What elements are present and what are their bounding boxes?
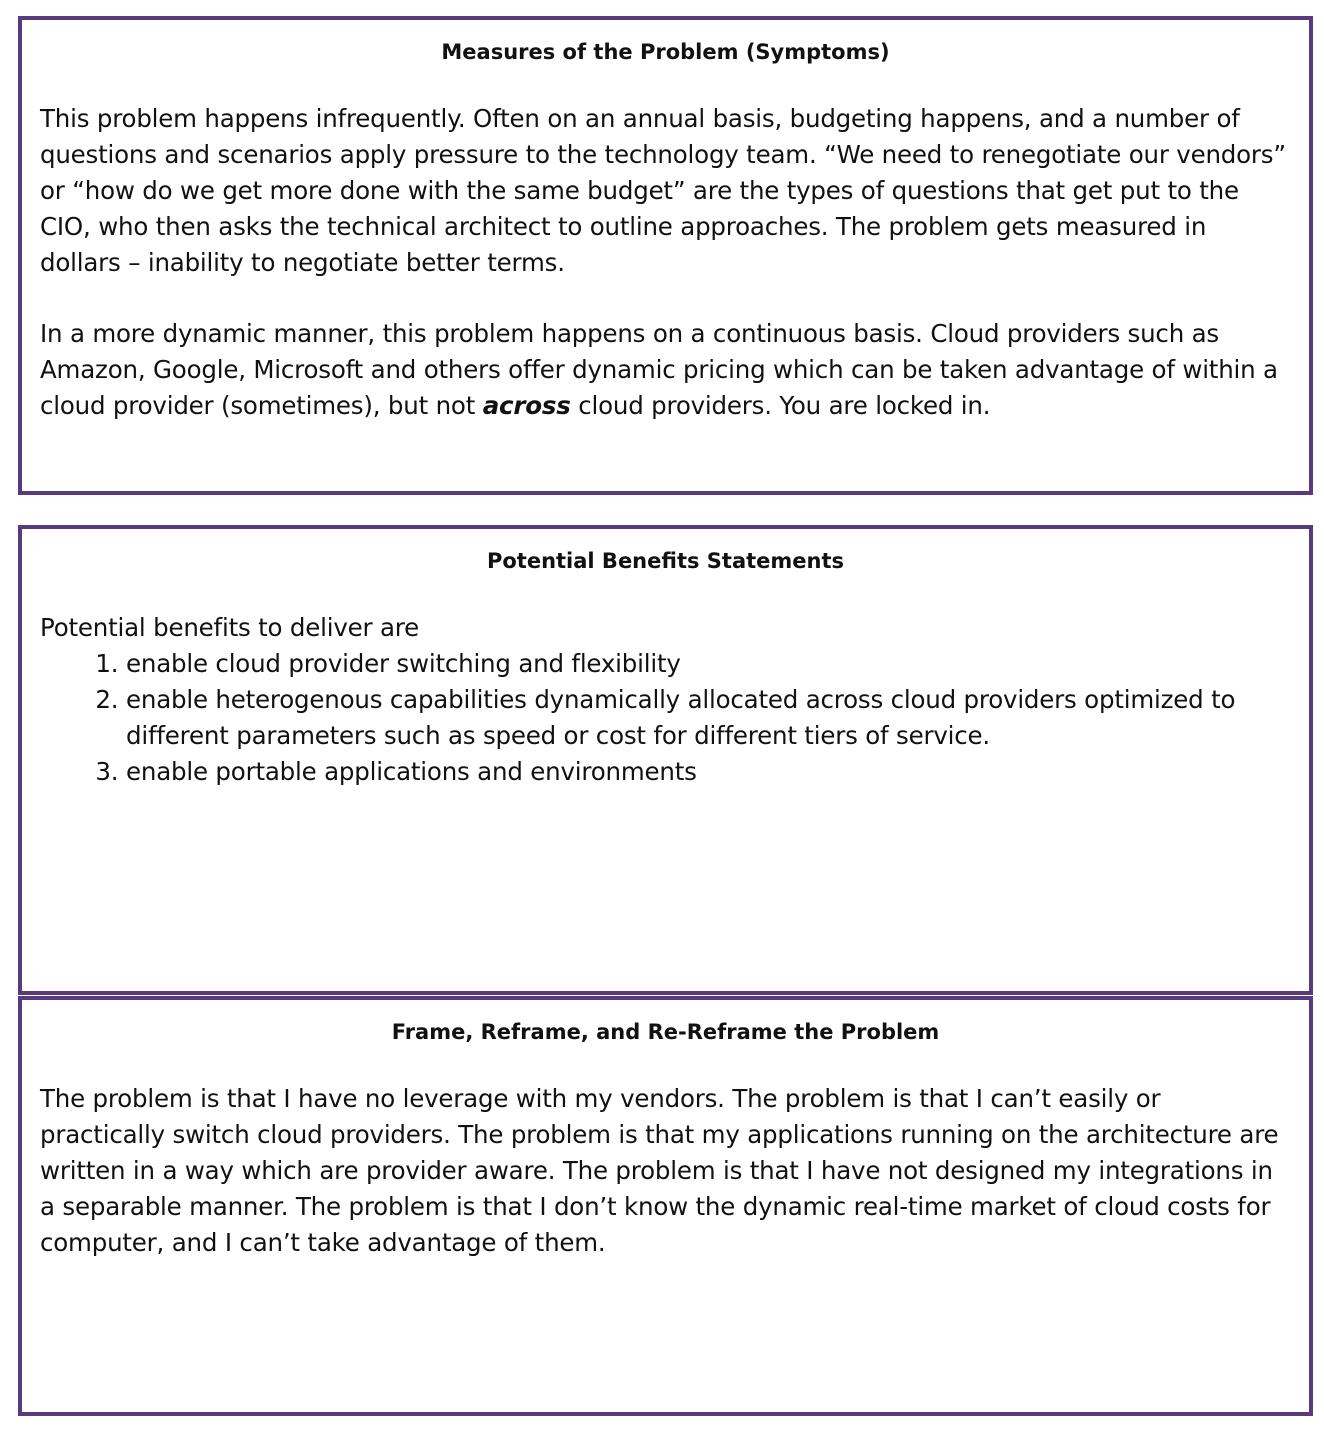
frame-title: Frame, Reframe, and Re-Reframe the Problem [391, 1020, 940, 1044]
benefits-list-item: 1. enable cloud provider switching and flexibility [126, 646, 1291, 682]
measures-section [18, 16, 1313, 495]
benefits-intro: Potential benefits to deliver are [40, 613, 420, 642]
frame-section [18, 996, 1313, 1416]
measures-paragraph-1: This problem happens infrequently. Often on an annual basis, budgeting happens, and a number of questions and scenarios apply pressure to the technology team. “We need to renegotiate our vendors” or “how do we get more done with the same budget” are the types of questions that get put to the CIO, who then asks the technical architect to outline approaches. The problem gets measured in dollars – inability to negotiate better terms. [40, 104, 1286, 277]
benefits-list-item: 2. enable heterogenous capabilities dynamically allocated across cloud providers optimized to different parameters such as speed or cost for different tiers of service. [126, 682, 1291, 754]
benefits-list [40, 646, 1291, 790]
measures-paragraph-2-end: cloud providers. You are locked in. [570, 391, 991, 420]
measures-title: Measures of the Problem (Symptoms) [441, 40, 890, 64]
benefits-title: Potential Benefits Statements [486, 549, 845, 573]
measures-paragraph-2 [40, 316, 1291, 424]
benefits-section [18, 525, 1313, 995]
frame-paragraph: The problem is that I have no leverage with my vendors. The problem is that I can’t easily or practically switch cloud providers. The problem is that my applications running on the architecture are written in a way which are provider aware. The problem is that I have not designed my integrations in a separable manner. The problem is that I don’t know the dynamic real-time market of cloud costs for computer, and I can’t take advantage of them. [40, 1084, 1279, 1257]
benefits-list-item: 3. enable portable applications and environments [126, 754, 1291, 790]
measures-paragraph-2-start: In a more dynamic manner, this problem happens on a continuous basis. Cloud providers such as Amazon, Google, Microsoft and others offer dynamic pricing which can be taken advantage of within a cloud provider (sometimes), but not [40, 319, 1278, 420]
measures-emphasis-across: across [482, 391, 571, 420]
